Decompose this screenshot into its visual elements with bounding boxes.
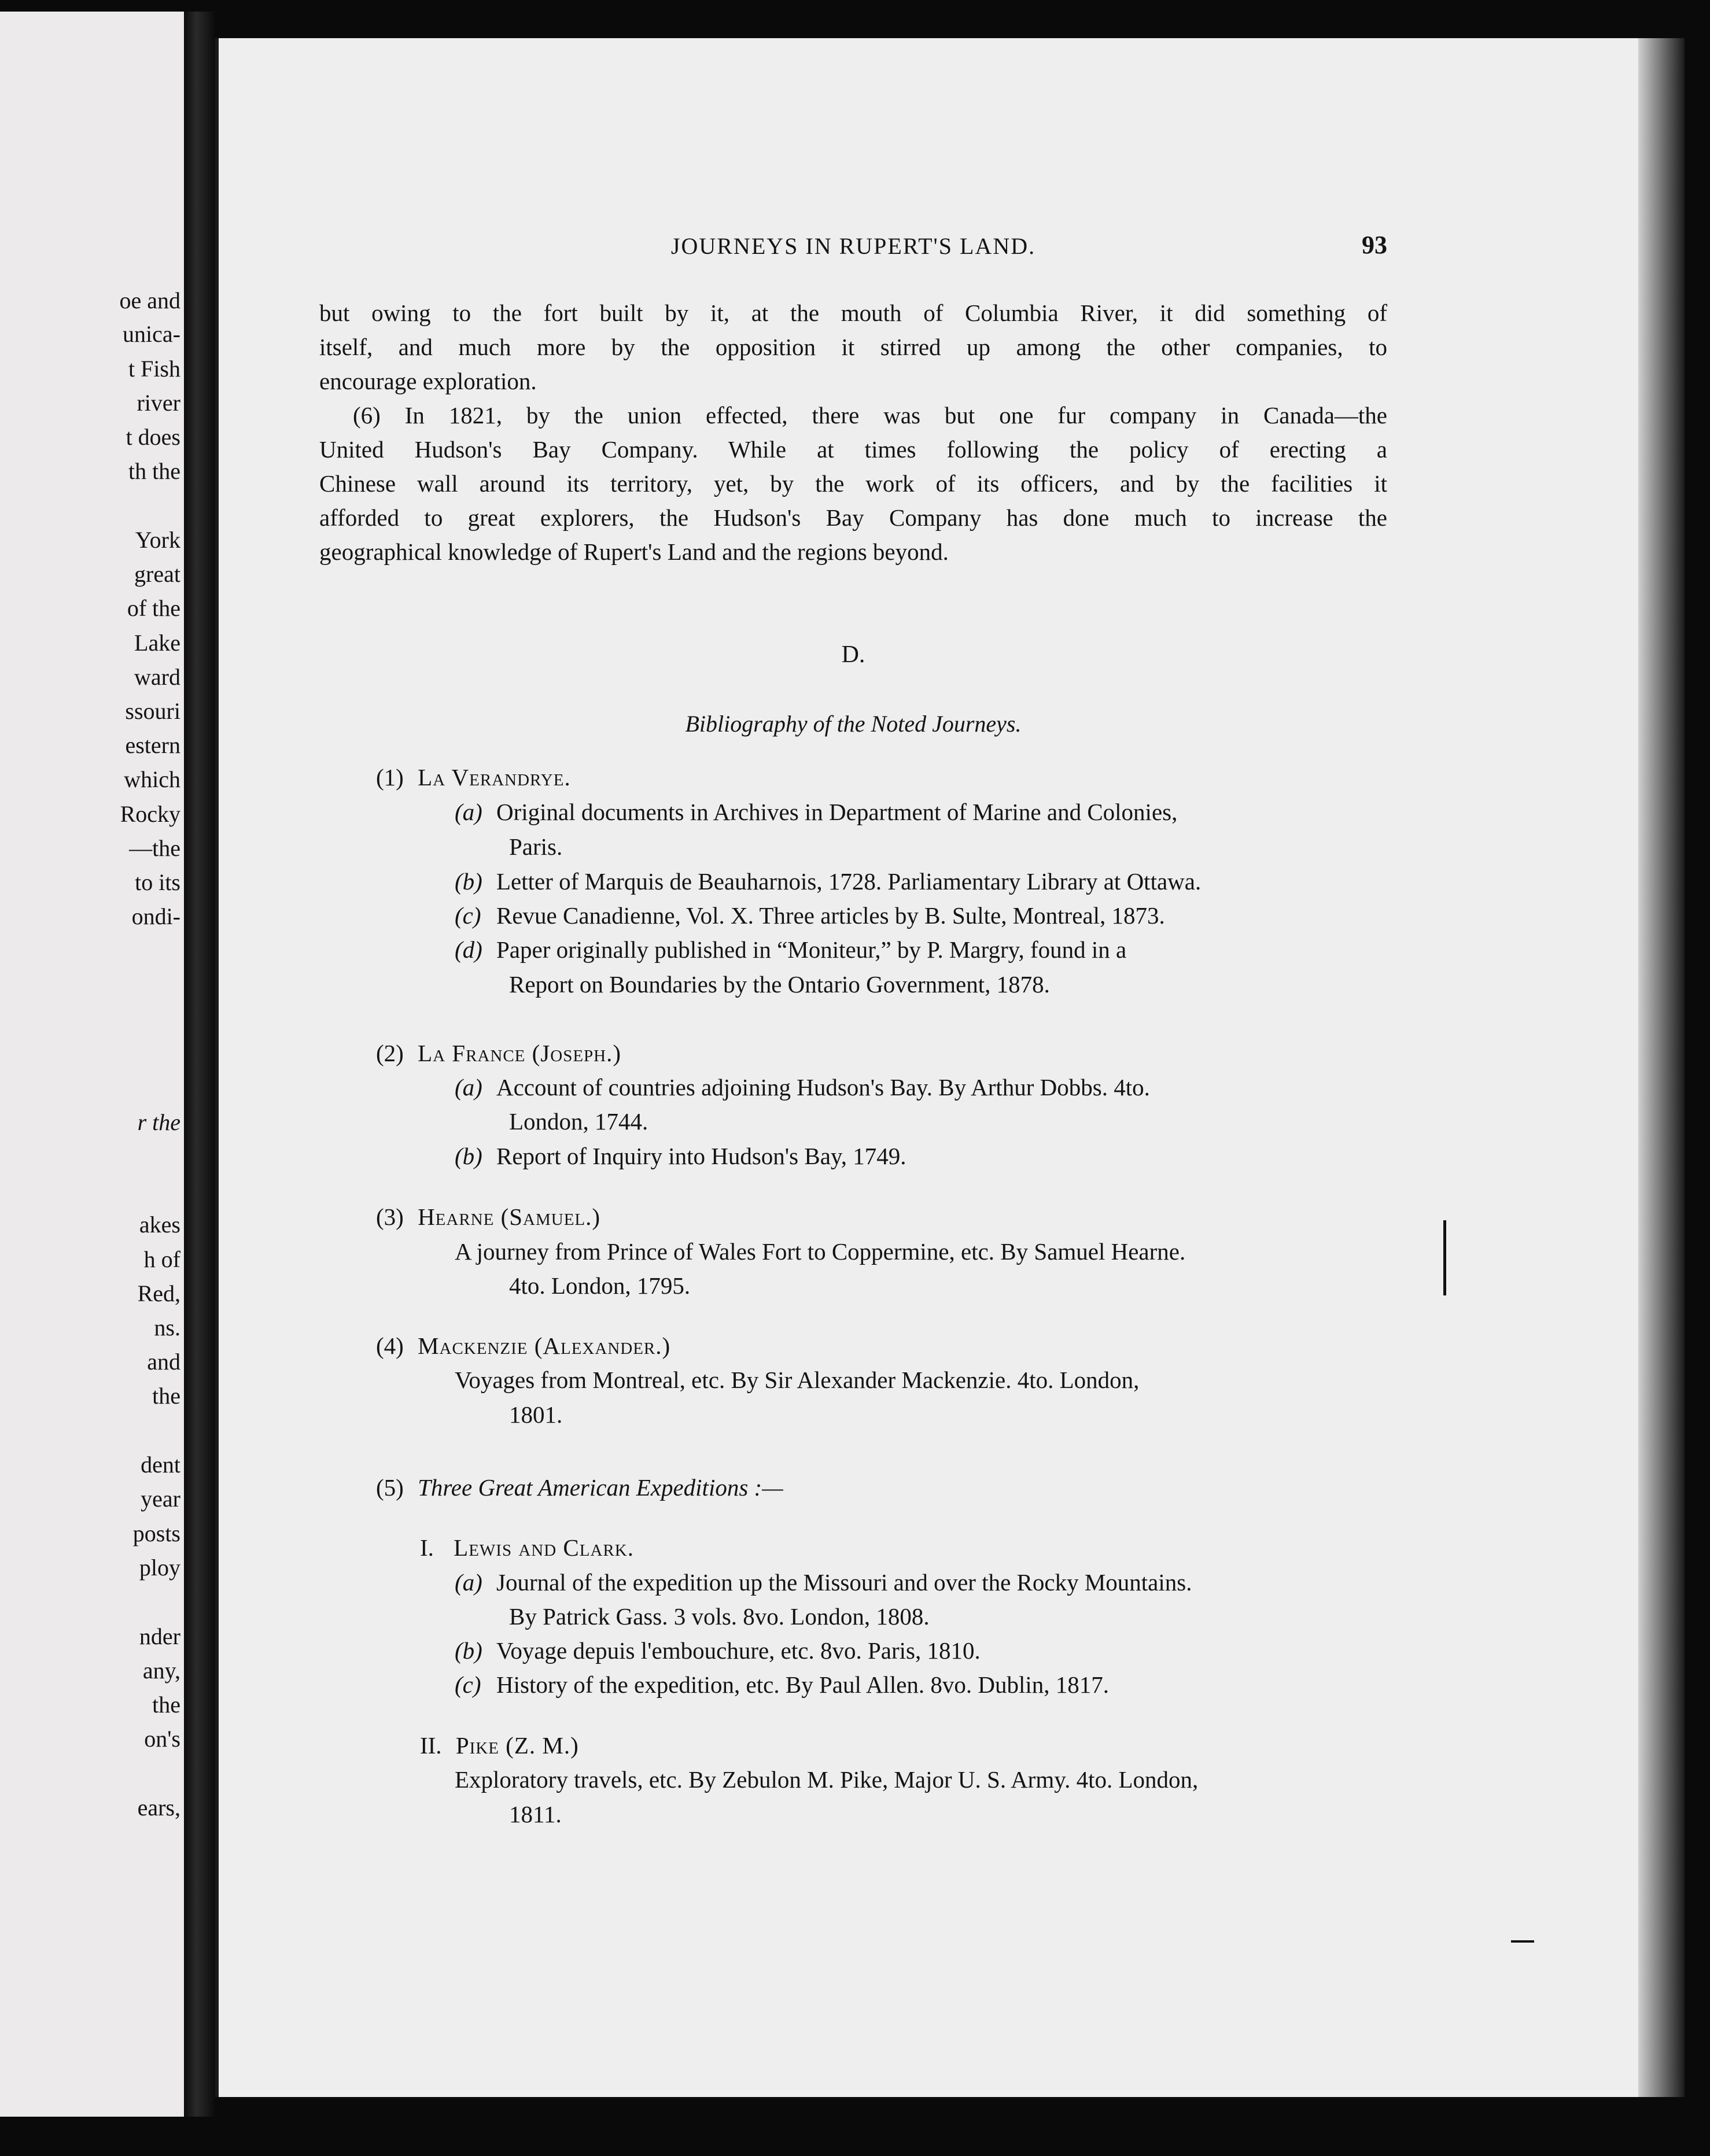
book-gutter [184,12,215,2117]
item-text: Account of countries adjoining Hudson's Bay. By Arthur Dobbs. 4to. [496,1074,1150,1101]
entry-number: (2) [376,1040,404,1066]
entry-number: (4) [376,1332,404,1359]
item-text: Paper originally published in “Moniteur,” by P. Margry, found in a [496,936,1127,963]
facing-page-text-fragment: of the [127,595,180,621]
item-text: History of the expedition, etc. By Paul Allen. 8vo. Dublin, 1817. [496,1671,1110,1698]
entry-1d-cont: Report on Boundaries by the Ontario Government, 1878. [509,971,1050,998]
entry-name: Hearne (Samuel.) [418,1203,601,1230]
facing-page-text-fragment: ears, [137,1795,180,1821]
sub-entry-2-cont: 1811. [509,1801,562,1828]
page-edge [1638,38,1685,2097]
sub-entry-2-text: Exploratory travels, etc. By Zebulon M. Pike, Major U. S. Army. 4to. London, [455,1766,1199,1793]
facing-page [0,12,184,2117]
paragraph-6 [319,398,1387,569]
sub-name: Lewis and Clark. [454,1534,634,1561]
facing-page-text-fragment: the [152,1383,180,1409]
facing-page-text-fragment: akes [139,1212,180,1238]
entry-5-heading [376,1474,783,1501]
text-line: geographical knowledge of Rupert's Land and the regions beyond. [319,538,949,565]
entry-1a-cont: Paris. [509,833,563,860]
entry-1d [455,936,1126,963]
item-text: Letter of Marquis de Beauharnois, 1728. Parliamentary Library at Ottawa. [496,868,1202,895]
facing-page-text-fragment: ssouri [125,698,180,724]
facing-page-text-fragment: ploy [139,1555,180,1581]
item-label: (b) [455,1143,482,1169]
facing-page-text-fragment: and [147,1349,180,1375]
sub-number: I. [420,1534,434,1561]
text-line: afforded to great explorers, the Hudson's Bay Company has done much to increase the [319,504,1387,531]
section-letter: D. [841,641,865,668]
facing-page-text-fragment: great [134,561,180,587]
sub-name: Pike (Z. M.) [455,1732,579,1759]
facing-page-text-fragment: r the [137,1109,180,1135]
facing-page-text-fragment: ondi- [131,903,180,929]
entry-2a [455,1073,1150,1101]
facing-page-text-fragment: unica- [123,321,180,347]
facing-page-text-fragment: oe and [119,287,180,313]
entry-1a [455,798,1177,826]
text-line: itself, and much more by the opposition it stirred up among the other companies, to [319,334,1387,360]
entry-3-heading [376,1203,600,1231]
section-title: Bibliography of the Noted Journeys. [685,711,1022,737]
item-text: Report of Inquiry into Hudson's Bay, 1749. [496,1143,906,1169]
item-label: (a) [455,799,482,825]
facing-page-text-fragment: h of [143,1246,180,1272]
entry-4-heading [376,1332,670,1360]
entry-name: Three Great American Expeditions :— [418,1474,783,1501]
facing-page-text-fragment: year [141,1486,180,1512]
sub-number: II. [420,1732,442,1759]
facing-page-text-fragment: —the [129,835,180,861]
entry-name: La Verandrye. [418,764,571,791]
entry-4-text: Voyages from Montreal, etc. By Sir Alexander Mackenzie. 4to. London, [455,1367,1140,1393]
facing-page-text-fragment: the [152,1692,180,1718]
entry-1c [455,902,1165,929]
sub-entry-1a [455,1568,1192,1596]
facing-page-text-fragment: on's [144,1726,180,1752]
entry-2-heading [376,1039,621,1067]
item-text: Revue Canadienne, Vol. X. Three articles by B. Sulte, Montreal, 1873. [496,902,1165,929]
facing-page-text-fragment: estern [125,732,180,758]
facing-page-text-fragment: t does [126,424,180,450]
item-label: (c) [455,902,481,929]
facing-page-text-fragment: Lake [134,630,180,656]
item-label: (b) [455,1637,482,1664]
sub-entry-1b [455,1637,981,1664]
entry-1-heading [376,763,571,791]
facing-page-text-fragment: dent [141,1452,180,1478]
facing-page-text-fragment: river [137,390,180,416]
running-title: JOURNEYS IN RUPERT'S LAND. [670,233,1036,259]
facing-page-text-fragment: which [124,766,180,792]
entry-2a-cont: London, 1744. [509,1108,648,1135]
sub-entry-2-heading [420,1732,579,1759]
entry-number: (5) [376,1474,404,1501]
facing-page-text-fragment: ns. [154,1315,180,1341]
facing-page-text-fragment: York [135,527,180,553]
facing-page-text-fragment: ward [134,664,180,690]
entry-3-cont: 4to. London, 1795. [509,1272,691,1299]
item-label: (b) [455,868,482,895]
facing-page-text-fragment: posts [132,1520,180,1546]
text-line: United Hudson's Bay Company. While at times following the policy of erecting a [319,436,1387,463]
facing-page-text-fragment: to its [135,869,180,895]
facing-page-text-fragment: any, [142,1657,180,1684]
entry-name: La France (Joseph.) [418,1040,622,1066]
margin-mark [1511,1940,1534,1943]
sub-entry-1c [455,1671,1109,1699]
entry-3-text: A journey from Prince of Wales Fort to Coppermine, etc. By Samuel Hearne. [455,1238,1186,1265]
margin-mark [1443,1220,1446,1295]
sub-entry-1a-cont: By Patrick Gass. 3 vols. 8vo. London, 1808. [509,1603,930,1630]
facing-page-text-fragment: Red, [137,1280,180,1306]
item-text: Original documents in Archives in Department of Marine and Colonies, [496,799,1178,825]
entry-number: (3) [376,1203,404,1230]
item-text: Voyage depuis l'embouchure, etc. 8vo. Paris, 1810. [496,1637,981,1664]
item-label: (c) [455,1671,481,1698]
item-text: Journal of the expedition up the Missouri and over the Rocky Mountains. [496,1569,1192,1596]
text-line: encourage exploration. [319,368,537,394]
entry-number: (1) [376,764,404,791]
page-number: 93 [1362,231,1387,259]
facing-page-text-fragment: nder [139,1623,180,1649]
facing-page-text-fragment: t Fish [128,356,180,382]
entry-2b [455,1142,906,1170]
facing-page-text-fragment: Rocky [120,801,180,827]
entry-name: Mackenzie (Alexander.) [418,1332,671,1359]
item-label: (d) [455,936,482,963]
facing-page-text-fragment: th the [128,458,180,484]
paragraph-continued [319,296,1387,398]
text-line: Chinese wall around its territory, yet, by the work of its officers, and by the facilities it [319,470,1387,497]
text-line: but owing to the fort built by it, at the mouth of Columbia River, it did something of [319,300,1387,326]
item-label: (a) [455,1569,482,1596]
entry-1b [455,867,1201,895]
sub-entry-1-heading [420,1534,634,1561]
text-line: (6) In 1821, by the union effected, there was but one fur company in Canada—the [353,402,1387,429]
page-header [319,232,1387,267]
item-label: (a) [455,1074,482,1101]
entry-4-cont: 1801. [509,1401,563,1428]
